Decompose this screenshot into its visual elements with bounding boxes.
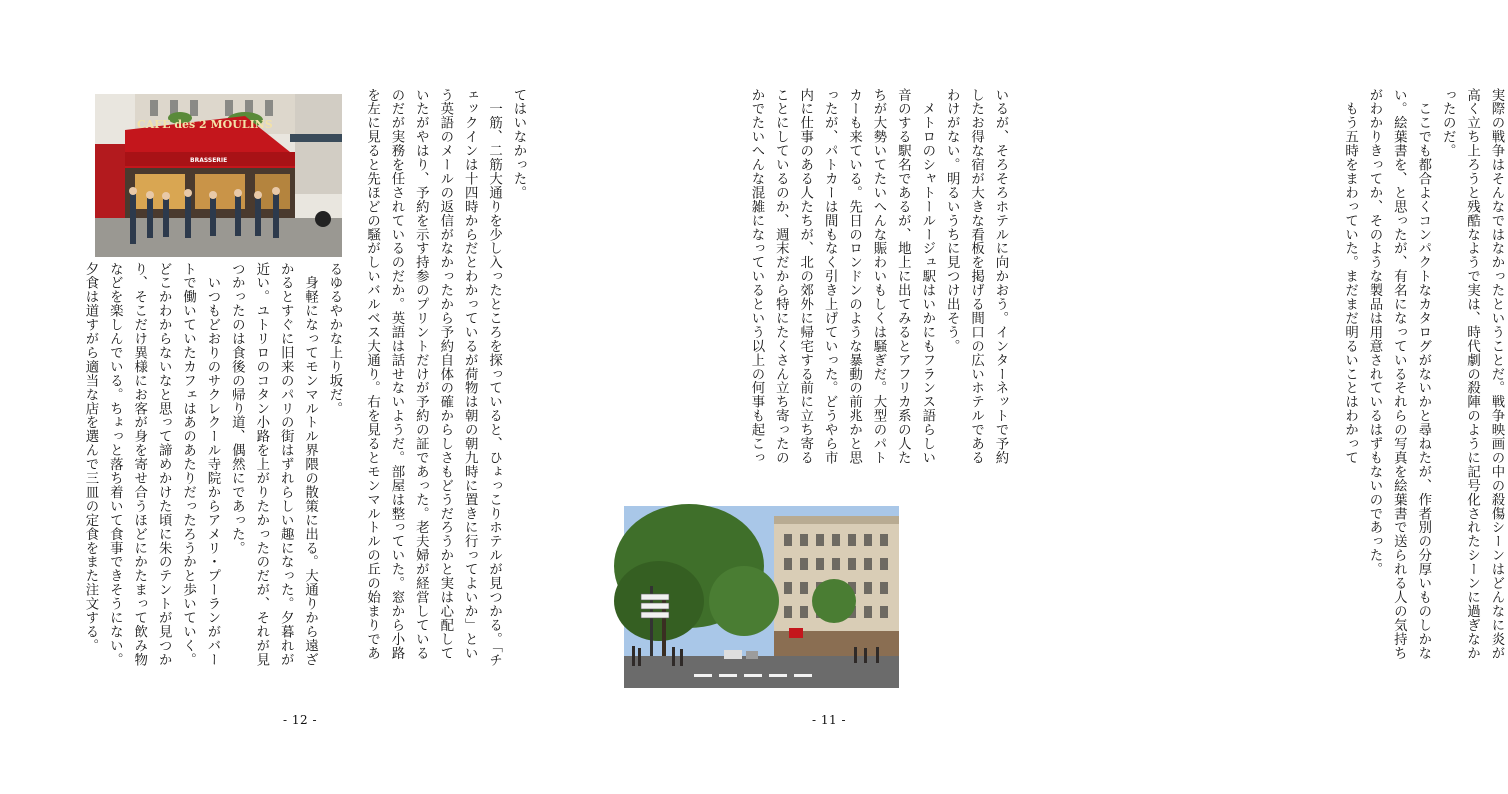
text-line: 実際の戦争はそんなではなかったということだ。戦争映画の中の殺傷シーンはどんなに炎が [1489,88,1504,660]
text-line: 内に仕事のある人たちが、北の郊外に帰宅する前に立ち寄る [797,88,813,465]
cafe-image [95,94,342,257]
text-line: り、そこだけ異様にお客が身を寄せ合うほどにかたまって飲み物 [131,262,147,667]
page-11 [562,0,1504,794]
text-line: ったのだ。 [1440,88,1456,158]
cafe-sign-text: CAFE des 2 MOULINS [137,118,273,131]
text-line: ことにしているのか、週末だから特にたくさん立ち寄ったの [773,88,789,465]
text-column-below-photo [82,262,346,688]
text-line: わけがない。明るいうちに見つけ出そう。 [944,88,960,354]
text-line: どこかわからないなと思って諦めかけた頃に朱のテントが見つか [156,262,172,667]
text-line: いたがやはり、予約を示す持参のプリントだけが予約の証であった。老夫婦が経営している [413,88,429,660]
text-line: つかったのは食後の帰り道、偶然にであった。 [229,262,245,555]
text-line: いつもどおりのサクレクール寺院からアメリ・プーランがバー [204,262,220,667]
text-line: カーも来ている。先日のロンドンのような暴動の前兆かと思 [846,88,862,465]
text-column-upper [346,88,530,688]
text-line: トで働いていたカフェはあのあたりだったろうかと歩いていく。 [180,262,196,667]
page-number: - 12 - [283,713,318,727]
page-number: - 11 - [812,713,847,727]
text-line: 高く立ち上ろうと残酷なようで実は、時代劇の殺陣のように記号化されたシーンに過ぎなか [1464,88,1480,660]
brasserie-sign-text: BRASSERIE [190,157,228,164]
text-line: メトロのシャトールージュ駅はいかにもフランス語らしい [919,88,935,465]
text-line: いるが、そろそろホテルに向かおう。インターネットで予約 [993,88,1008,465]
text-line: う英語のメールの返信がなかったから予約自体の確からしさもどうだろうかと実は心配して [437,88,453,660]
text-line: 音のする駅名であるが、地上に出てみるとアフリカ系の人た [895,88,911,465]
text-line: ちが大勢いてたいへんな賑わいもしくは騒ぎだ。大型のパト [870,88,886,465]
text-line: を左に見ると先ほどの騒がしいバルベス大通り。右を見るとモンマルトルの丘の始まりであ [364,88,380,660]
street-photo [624,506,899,688]
text-line: のだが実務を任されているのだか。英語は話せないようだ。部屋は整っていた。窓から小路 [388,88,404,660]
text-line: もう五時をまわっていた。まだまだ明るいことはわかって [1342,88,1358,465]
text-line: 身軽になってモンマルトル界隈の散策に出る。大通りから遠ざ [302,262,318,667]
text-line: ェックインは十四時からだとわかっているが荷物は朝の朝九時に置きに行ってよいか」とい [462,88,478,660]
page-12 [0,0,561,794]
text-line: 夕食は道すがら適当な店を選んで三皿の定食をまた注文する。 [82,262,98,653]
text-line: てはいなかった。 [511,88,526,200]
text-line: したお得な宿が大きな看板を掲げる間口の広いホテルである [968,88,984,465]
text-line: ここでも都合よくコンパクトなカタログがないかと尋ねたが、作者別の分厚いものしかな [1415,88,1431,660]
text-line: るゆるやかな上り坂だ。 [327,262,342,416]
text-line: などを楽しんでいる。ちょっと落ち着いて食事できそうにない。 [107,262,123,667]
text-line: 一筋、二筋大通りを少し入ったところを探っていると、ひょっこりホテルが見つかる。「チ [486,88,502,668]
text-column-upper [1012,88,1508,688]
text-line: い。絵葉書を、と思ったが、有名になっているそれらの写真を絵葉書で送られる人の気持ち [1391,88,1407,660]
boulevard-image [624,506,899,688]
text-line: がわかりきってか、そのような製品は用意されているはずもないのであった。 [1366,88,1382,577]
cafe-photo [95,94,342,257]
text-column-beside-photo [622,88,1012,488]
text-line: かでたいへんな混雑になっているという以上の何事も起こっ [748,88,764,465]
text-line: ったが、パトカーは間もなく引き上げていった。どうやら市 [822,88,838,465]
text-line: かるとすぐに旧来のパリの街はずれらしい趣になった。夕暮れが [278,262,294,667]
text-line: 近い。ユトリロのコタン小路を上がりたかったのだが、それが見 [253,262,269,667]
